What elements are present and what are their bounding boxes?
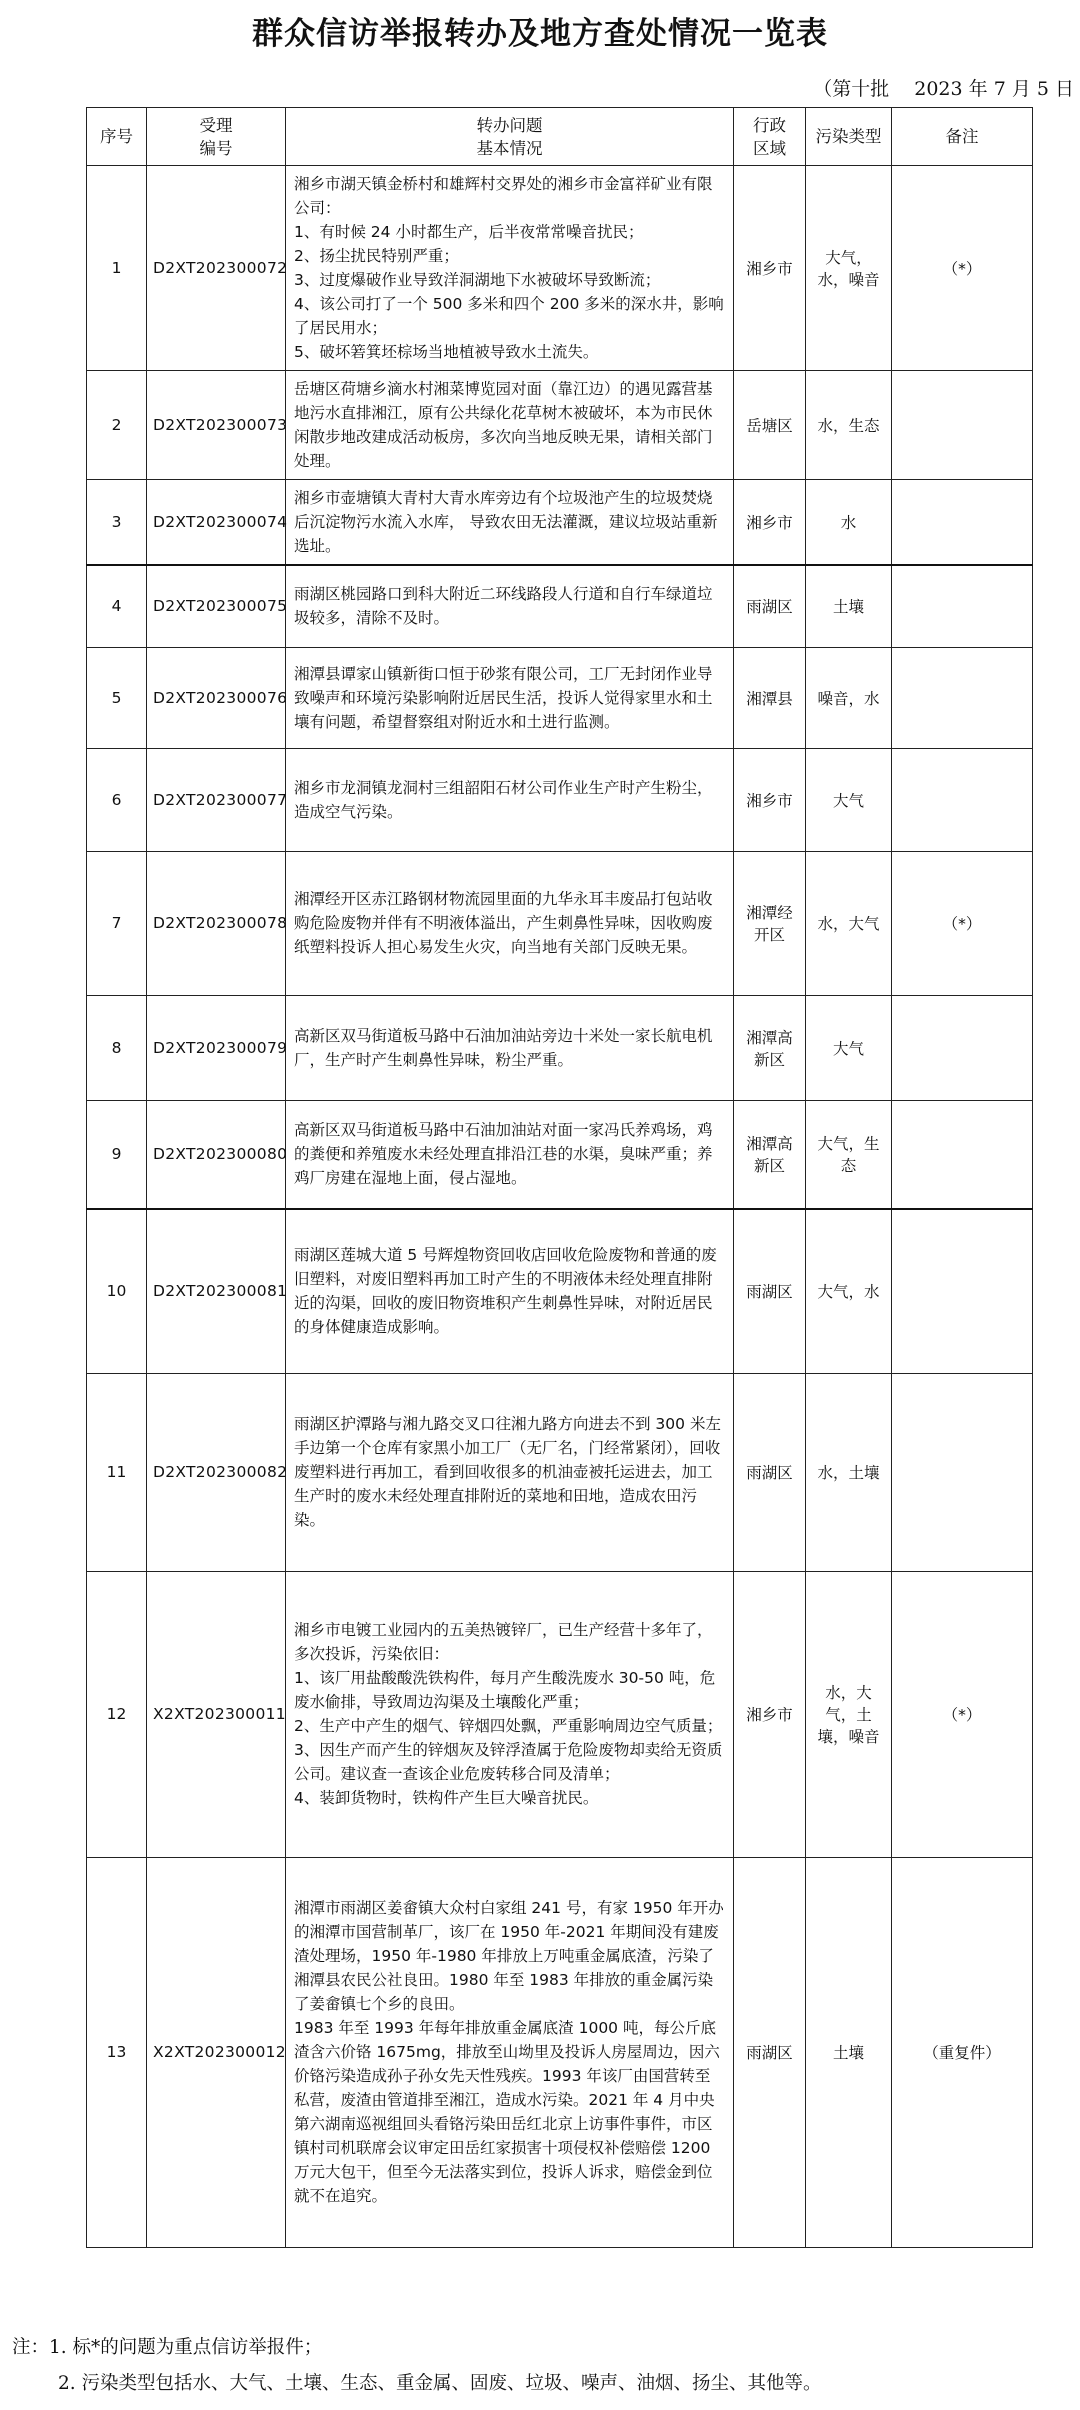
issue-line: 湘潭县谭家山镇新街口恒于砂浆有限公司，工厂无封闭作业导致噪声和环境污染影响附近居民生活，投诉人觉得家里水和土壤有问题，希望督察组对附近水和土进行监测。 [294,664,713,731]
header-code [147,108,286,166]
issue-line: 1983 年至 1993 年每年排放重金属底渣 1000 吨，每公斤底渣含六价铬 1675mg，排放至山坳里及投诉人房屋周边，因六价铬污染造成孙子孙女先天性残疾。1993 年该厂由国营转至私营，废渣由管道排至湘江，造成水污染。2021 年 4 月中央第六湖南巡视组回头看铬污染田岳红北京上访事件事件，市区镇村司机联席会议审定田岳红家损害十项侵权补偿赔偿 1200 万元大包干，但至今无法落实到位，投诉人诉求，赔偿金到位就不在追究。 [294,2019,720,2205]
issue-line: 3、因生产而产生的锌烟灰及锌浮渣属于危险废物却卖给无资质公司。建议查一查该企业危废转移合同及清单； [294,1741,723,1783]
row-pollution: 土壤 [806,565,892,647]
issue-line: 4、装卸货物时，铁构件产生巨大噪音扰民。 [294,1789,599,1807]
complaint-table [86,107,1033,2248]
row-code: X2XT202300011 [147,1571,286,1857]
row-seq: 10 [87,1209,147,1373]
row-pollution: 大气，水 [806,1209,892,1373]
table-header-row [87,108,1033,166]
row-pollution: 水，大气，土壤，噪音 [806,1571,892,1857]
row-code: D2XT202300079 [147,995,286,1100]
row-seq: 2 [87,371,147,480]
row-seq: 9 [87,1100,147,1209]
footnote-2: 2. 污染类型包括水、大气、土壤、生态、重金属、固废、垃圾、噪声、油烟、扬尘、其他等。 [58,2373,822,2394]
issue-line: 湘潭经开区赤江路钢材物流园里面的九华永耳丰废品打包站收购危险废物并伴有不明液体溢出，产生刺鼻性异味，因收购废纸塑料投诉人担心易发生火灾，向当地有关部门反映无果。 [294,890,713,956]
issue-line: 雨湖区莲城大道 5 号辉煌物资回收店回收危险废物和普通的废旧塑料，对废旧塑料再加工时产生的不明液体未经处理直排附近的沟渠，回收的废旧物资堆积产生刺鼻性异味，对附近居民的身体健康造成影响。 [294,1246,717,1337]
row-seq: 8 [87,995,147,1100]
table-row [87,1100,1033,1209]
row-code: D2XT202300080 [147,1100,286,1209]
row-seq: 4 [87,565,147,647]
row-seq: 7 [87,851,147,995]
row-pollution: 大气，生态 [806,1100,892,1209]
row-issue [286,1100,734,1209]
header-issue-line2: 基本情况 [476,138,543,158]
row-region: 湘乡市 [734,480,806,566]
issue-line: 湘潭市雨湖区姜畲镇大众村白家组 241 号，有家 1950 年开办的湘潭市国营制革厂，该厂在 1950 年-2021 年期间没有建废渣处理场，1950 年-1980 年排放上万吨重金属底渣，污染了湘潭县农民公社良田。1980 年至 1983 年排放的重金属污染了姜畲镇七个乡的良田。 [294,1899,724,2013]
footnote-1: 注：1. 标*的问题为重点信访举报件； [12,2337,323,2358]
header-issue [286,108,734,166]
issue-line: 1、有时候 24 小时都生产，后半夜常常噪音扰民； [294,223,644,241]
row-remark [892,1209,1033,1373]
row-region: 湘乡市 [734,748,806,851]
header-code-line1: 受理 [199,115,233,135]
row-code: D2XT202300074 [147,480,286,566]
row-remark [892,647,1033,748]
row-pollution: 大气 [806,995,892,1100]
issue-line: 湘乡市龙洞镇龙洞村三组韶阳石材公司作业生产时产生粉尘，造成空气污染。 [294,778,713,821]
table-row [87,647,1033,748]
row-pollution: 大气 [806,748,892,851]
row-seq: 11 [87,1373,147,1571]
row-issue [286,166,734,371]
row-region: 雨湖区 [734,1209,806,1373]
table-row [87,166,1033,371]
row-issue [286,480,734,566]
header-code-line2: 编号 [199,138,233,158]
header-seq: 序号 [87,108,147,166]
header-region-line2: 区域 [753,138,786,158]
row-seq: 13 [87,1857,147,2247]
issue-line: 湘乡市电镀工业园内的五美热镀锌厂，已生产经营十多年了，多次投诉，污染依旧： [294,1621,713,1663]
row-pollution: 大气，水，噪音 [806,166,892,371]
row-remark: （*） [892,1571,1033,1857]
page-title: 群众信访举报转办及地方查处情况一览表 [252,16,828,52]
row-code: D2XT202300077 [147,748,286,851]
header-region-line1: 行政 [753,115,786,135]
row-region: 岳塘区 [734,371,806,480]
header-issue-line1: 转办问题 [476,115,543,135]
table-row [87,480,1033,566]
issue-line: 高新区双马街道板马路中石油加油站旁边十米处一家长航电机厂，生产时产生刺鼻性异味，粉尘严重。 [294,1026,713,1069]
row-pollution: 水，生态 [806,371,892,480]
issue-line: 3、过度爆破作业导致洋洞湖地下水被破坏导致断流； [294,271,661,289]
row-issue [286,851,734,995]
issue-line: 2、生产中产生的烟气、锌烟四处飘，严重影响周边空气质量； [294,1717,723,1735]
row-issue [286,748,734,851]
row-remark [892,565,1033,647]
footnotes [12,2330,822,2402]
row-seq: 5 [87,647,147,748]
row-region: 湘乡市 [734,166,806,371]
header-region [734,108,806,166]
issue-line: 雨湖区桃园路口到科大附近二环线路段人行道和自行车绿道垃圾较多，清除不及时。 [294,585,713,628]
issue-line: 4、该公司打了一个 500 多米和四个 200 多米的深水井，影响了居民用水； [294,295,724,337]
row-remark [892,1100,1033,1209]
row-code: D2XT202300075 [147,565,286,647]
row-region: 湘乡市 [734,1571,806,1857]
row-issue [286,647,734,748]
row-issue [286,1857,734,2247]
row-remark [892,995,1033,1100]
row-pollution: 土壤 [806,1857,892,2247]
row-code: D2XT202300082 [147,1373,286,1571]
row-pollution: 水 [806,480,892,566]
table-row [87,748,1033,851]
row-code: D2XT202300081 [147,1209,286,1373]
row-region: 湘潭经开区 [734,851,806,995]
row-code: X2XT202300012 [147,1857,286,2247]
row-pollution: 水，土壤 [806,1373,892,1571]
row-remark [892,480,1033,566]
issue-line: 1、该厂用盐酸酸洗铁构件，每月产生酸洗废水 30-50 吨，危废水偷排，导致周边沟渠及土壤酸化严重； [294,1669,716,1711]
header-pollution: 污染类型 [806,108,892,166]
row-remark [892,748,1033,851]
row-region: 雨湖区 [734,565,806,647]
row-region: 湘潭高新区 [734,1100,806,1209]
row-remark [892,371,1033,480]
issue-line: 湘乡市壶塘镇大青村大青水库旁边有个垃圾池产生的垃圾焚烧后沉淀物污水流入水库， 导致农田无法灌溉，建议垃圾站重新选址。 [294,489,718,555]
table-row [87,1857,1033,2247]
issue-line: 岳塘区荷塘乡滴水村湘菜博览园对面（靠江边）的遇见露营基地污水直排湘江，原有公共绿化花草树木被破坏，本为市民休闲散步地改建成活动板房，多次向当地反映无果，请相关部门处理。 [294,380,713,470]
table-row [87,565,1033,647]
table-row [87,1209,1033,1373]
row-remark: （*） [892,851,1033,995]
row-remark [892,1373,1033,1571]
row-pollution: 水，大气 [806,851,892,995]
header-remark: 备注 [892,108,1033,166]
row-remark: （*） [892,166,1033,371]
row-issue [286,371,734,480]
row-seq: 3 [87,480,147,566]
row-region: 雨湖区 [734,1373,806,1571]
table-row [87,851,1033,995]
row-seq: 1 [87,166,147,371]
row-seq: 6 [87,748,147,851]
row-issue [286,995,734,1100]
row-code: D2XT202300076 [147,647,286,748]
table-row [87,1571,1033,1857]
row-pollution: 噪音，水 [806,647,892,748]
row-region: 湘潭县 [734,647,806,748]
row-code: D2XT202300078 [147,851,286,995]
row-issue [286,565,734,647]
table-row [87,995,1033,1100]
row-region: 湘潭高新区 [734,995,806,1100]
issue-line: 湘乡市湖天镇金桥村和雄辉村交界处的湘乡市金富祥矿业有限公司： [294,175,713,217]
row-code: D2XT202300073 [147,371,286,480]
row-issue [286,1209,734,1373]
issue-line: 高新区双马街道板马路中石油加油站对面一家冯氏养鸡场，鸡的粪便和养殖废水未经处理直排沿江巷的水渠，臭味严重；养鸡厂房建在湿地上面，侵占湿地。 [294,1121,713,1188]
table-row [87,1373,1033,1571]
row-seq: 12 [87,1571,147,1857]
row-remark: （重复件） [892,1857,1033,2247]
row-issue [286,1571,734,1857]
row-region: 雨湖区 [734,1857,806,2247]
issue-line: 雨湖区护潭路与湘九路交叉口往湘九路方向进去不到 300 米左手边第一个仓库有家黑小加工厂（无厂名，门经常紧闭），回收废塑料进行再加工，看到回收很多的机油壶被托运进去，加工生产时的废水未经处理直排附近的菜地和田地，造成农田污染。 [294,1415,721,1529]
table-row [87,371,1033,480]
issue-line: 5、破坏箬箕坯棕场当地植被导致水土流失。 [294,343,599,361]
row-code: D2XT202300072 [147,166,286,371]
row-issue [286,1373,734,1571]
batch-date: （第十批 2023 年 7 月 5 日 [813,78,1074,100]
issue-line: 2、扬尘扰民特别严重； [294,247,459,265]
